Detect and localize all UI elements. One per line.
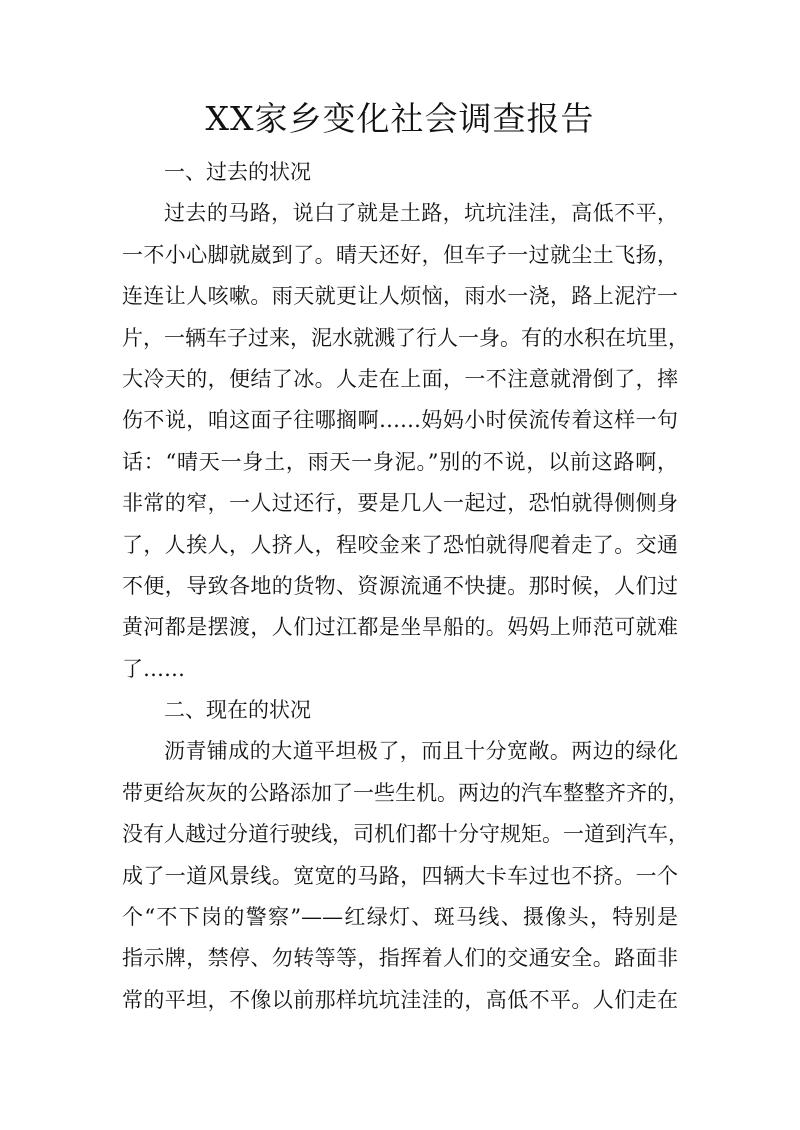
paragraph-line: 沥青铺成的大道平坦极了，而且十分宽敞。两边的绿化	[164, 739, 678, 764]
paragraph-line: 黄河都是摆渡，人们过江都是坐旱船的。妈妈上师范可就难	[122, 615, 678, 640]
paragraph-line: 了，人挨人，人挤人，程咬金来了恐怕就得爬着走了。交通	[122, 532, 678, 557]
paragraph-line: 连连让人咳嗽。雨天就更让人烦恼，雨水一浇，路上泥泞一	[122, 284, 678, 309]
paragraph-line: 个“不下岗的警察”——红绿灯、斑马线、摄像头，特别是	[122, 905, 678, 930]
section-heading: 二、现在的状况	[164, 698, 311, 723]
paragraph-line: 没有人越过分道行驶线，司机们都十分守规矩。一道到汽车，	[122, 822, 689, 847]
document-body	[122, 152, 689, 1021]
paragraph-line: 了……	[122, 656, 185, 681]
paragraph-line: 非常的窄，一人过还行，要是几人一起过，恐怕就得侧侧身	[122, 491, 678, 516]
paragraph-line: 话：“晴天一身土，雨天一身泥。”别的不说，以前这路啊，	[122, 449, 678, 474]
paragraph-line: 带更给灰灰的公路添加了一些生机。两边的汽车整整齐齐的，	[122, 780, 689, 805]
paragraph-line: 大冷天的，便结了冰。人走在上面，一不注意就滑倒了，摔	[122, 366, 678, 391]
paragraph-line: 指示牌，禁停、勿转等等，指挥着人们的交通安全。路面非	[122, 946, 678, 971]
document-title: XX家乡变化社会调查报告	[205, 99, 595, 138]
paragraph-line: 过去的马路，说白了就是土路，坑坑洼洼，高低不平，	[164, 201, 678, 226]
section-heading: 一、过去的状况	[164, 160, 311, 184]
paragraph-line: 成了一道风景线。宽宽的马路，四辆大卡车过也不挤。一个	[122, 863, 678, 888]
paragraph-line: 一不小心脚就崴到了。晴天还好，但车子一过就尘土飞扬，	[122, 242, 678, 267]
paragraph-line: 伤不说，咱这面子往哪搁啊……妈妈小时侯流传着这样一句	[122, 408, 678, 433]
paragraph-line: 不便，导致各地的货物、资源流通不快捷。那时候，人们过	[122, 573, 678, 598]
paragraph-line: 常的平坦，不像以前那样坑坑洼洼的，高低不平。人们走在	[122, 987, 678, 1012]
paragraph-line: 片，一辆车子过来，泥水就溅了行人一身。有的水积在坑里，	[122, 325, 689, 350]
